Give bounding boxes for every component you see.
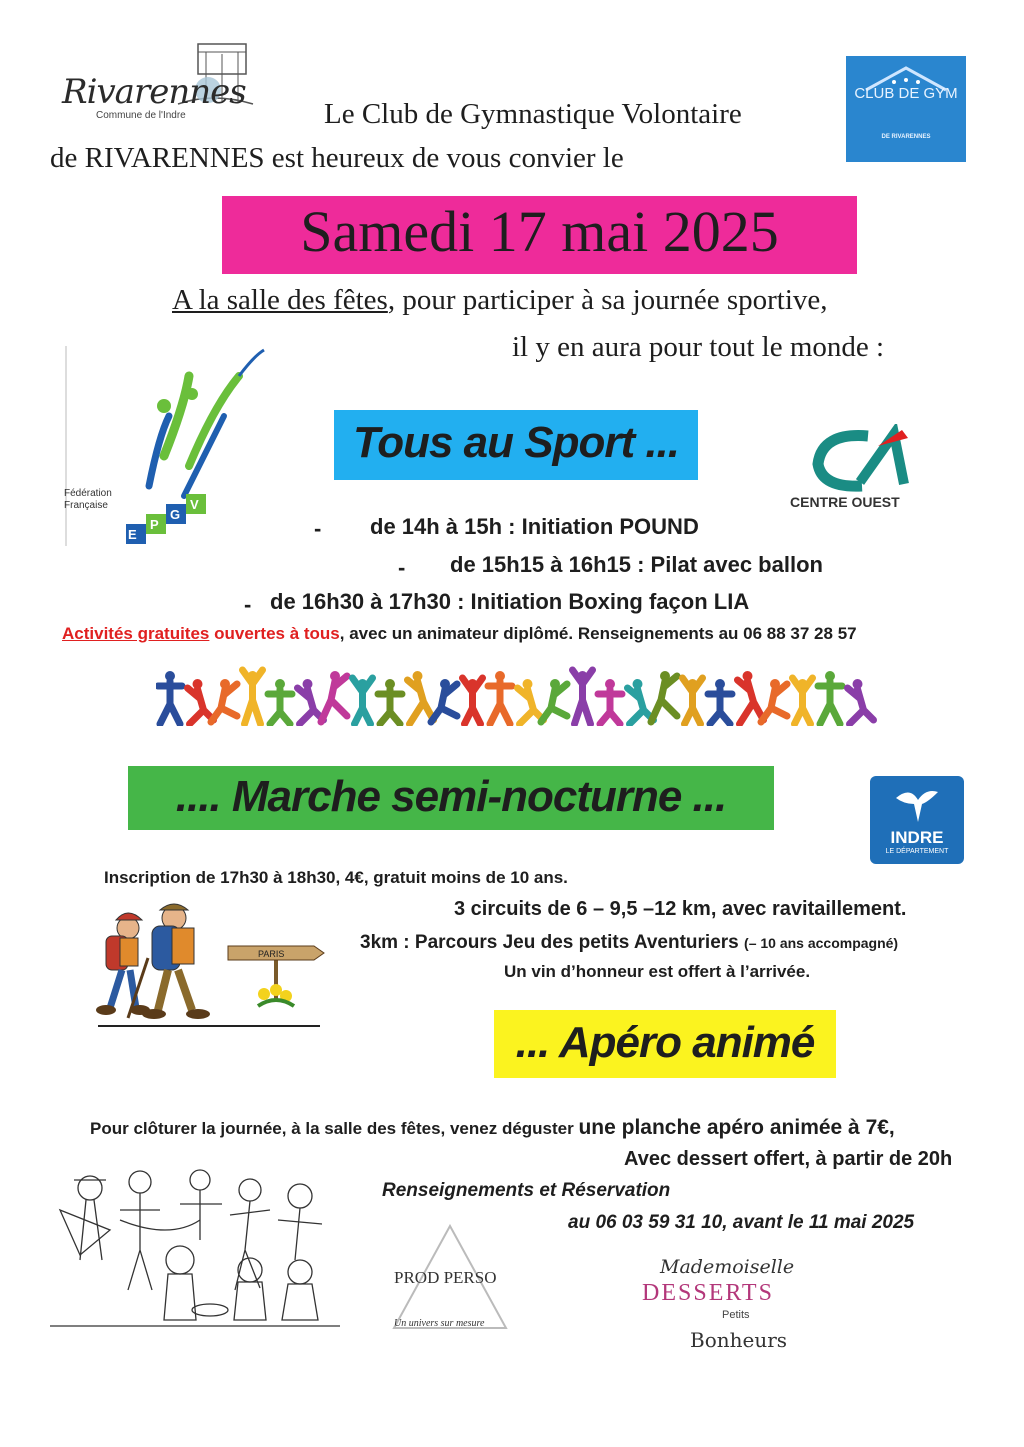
activity-dash-3: - (244, 592, 252, 617)
desserts-title: DESSERTS (642, 1280, 774, 1306)
bird-icon (894, 784, 940, 824)
fitness-figure (738, 671, 764, 724)
epgv-letter-g: G (170, 507, 181, 522)
fitness-figure (488, 671, 512, 724)
club-gym-logo (846, 56, 966, 162)
activity-1: de 14h à 15h : Initiation POUND (370, 514, 699, 539)
apero-line-1 (90, 1116, 895, 1140)
fitness-figure (243, 670, 263, 724)
intro-line-2: de RIVARENNES est heureux de vous convier le (50, 142, 624, 174)
sign-text: PARIS (258, 949, 285, 959)
location-line (172, 284, 828, 317)
apero-banner (494, 1010, 836, 1078)
free-activities-label: Activités gratuites (62, 624, 210, 643)
apero-intro: Pour clôturer la journée, à la salle des fêtes, venez déguster (90, 1119, 579, 1138)
fitness-figure (353, 678, 373, 724)
marche-kids-note: (– 10 ans accompagné) (744, 935, 899, 951)
epgv-letter-e: E (128, 527, 137, 542)
fitness-figure (158, 671, 182, 724)
fitness-figure (598, 679, 622, 724)
marche-registration: Inscription de 17h30 à 18h30, 4€, gratuit moins de 10 ans. (104, 868, 568, 887)
fitness-figure (321, 671, 347, 722)
fitness-figure (518, 679, 544, 724)
fitness-figure (848, 679, 874, 724)
open-to-all-label: ouvertes à tous (209, 624, 340, 643)
marche-kids-course (360, 932, 898, 954)
reservation-contact: au 06 03 59 31 10, avant le 11 mai 2025 (568, 1212, 915, 1233)
activity-2: de 15h15 à 16h15 : Pilat avec ballon (450, 552, 823, 577)
marche-banner-text: .... Marche semi-nocturne ... (175, 772, 727, 821)
indre-logo (870, 776, 964, 864)
apero-banner-text: ... Apéro animé (515, 1018, 815, 1067)
reservation-title: Renseignements et Réservation (382, 1180, 671, 1201)
fitness-figure (378, 679, 402, 724)
indre-subtitle: LE DÉPARTEMENT (885, 848, 949, 855)
bonheurs-label: Bonheurs (690, 1328, 788, 1352)
activity-3: de 16h30 à 17h30 : Initiation Boxing façon LIA (270, 589, 750, 614)
club-gym-subtitle: DE RIVARENNES (881, 134, 931, 140)
location-rest: , pour participer à sa journée sportive, (387, 284, 828, 316)
fitness-figure (683, 678, 703, 724)
epgv-letter-v: V (190, 497, 199, 512)
fitness-figures-icon (156, 664, 882, 726)
fitness-figure (268, 679, 292, 724)
epgv-federation: Fédération (64, 488, 112, 499)
everyone-line: il y en aura pour tout le monde : (512, 331, 885, 363)
fitness-figure (708, 679, 732, 724)
location-place: A la salle des fêtes (172, 284, 388, 316)
fitness-figure (818, 671, 842, 724)
epgv-francaise: Française (64, 500, 108, 511)
sport-banner-text: Tous au Sport ... (352, 418, 680, 467)
marche-circuits: 3 circuits de 6 – 9,5 –12 km, avec ravitaillement. (454, 898, 907, 920)
activity-dash-2: - (398, 555, 406, 580)
petits-label: Petits (722, 1309, 750, 1321)
party-sketch-icon (50, 1160, 340, 1330)
apero-offer: une planche apéro animée à 7€, (578, 1116, 895, 1139)
fitness-figure (793, 678, 813, 724)
fitness-figure (463, 678, 483, 724)
free-activities-info: , avec un animateur diplômé. Renseignements au 06 88 37 28 57 (339, 624, 857, 643)
fitness-figure (651, 671, 677, 722)
fitness-figure (211, 679, 237, 722)
fitness-figure (573, 670, 593, 724)
intro-line-1: Le Club de Gymnastique Volontaire (324, 98, 742, 130)
prod-perso-name: PROD PERSO (394, 1268, 497, 1287)
marche-kids-text: 3km : Parcours Jeu des petits Aventuriers (360, 932, 745, 953)
prod-perso-tagline: Un univers sur mesure (394, 1318, 485, 1329)
rivarennes-name: Rivarennes (62, 72, 246, 112)
apero-dessert: Avec dessert offert, à partir de 20h (624, 1148, 953, 1170)
marche-banner (128, 766, 774, 830)
mademoiselle-script: Mademoiselle (660, 1256, 795, 1278)
rivarennes-subtitle: Commune de l'Indre (96, 110, 186, 121)
fitness-figure (408, 671, 434, 724)
indre-title: INDRE (890, 828, 944, 847)
fitness-figure (431, 679, 457, 722)
fitness-figure (541, 679, 567, 722)
epgv-logo-icon (64, 346, 276, 546)
marche-wine: Un vin d’honneur est offert à l’arrivée. (504, 962, 811, 981)
club-gym-title: CLUB DE GYM (854, 85, 958, 102)
epgv-letter-p: P (150, 517, 159, 532)
fitness-figure (761, 679, 787, 722)
activity-dash-1: - (314, 516, 322, 541)
date-banner (222, 196, 857, 274)
fitness-figure (188, 679, 214, 724)
hikers-icon (88, 898, 328, 1030)
credit-agricole-text: CENTRE OUEST (790, 494, 900, 510)
event-date: Samedi 17 mai 2025 (300, 199, 779, 264)
free-activities-line (62, 624, 857, 644)
sport-banner (334, 410, 698, 480)
